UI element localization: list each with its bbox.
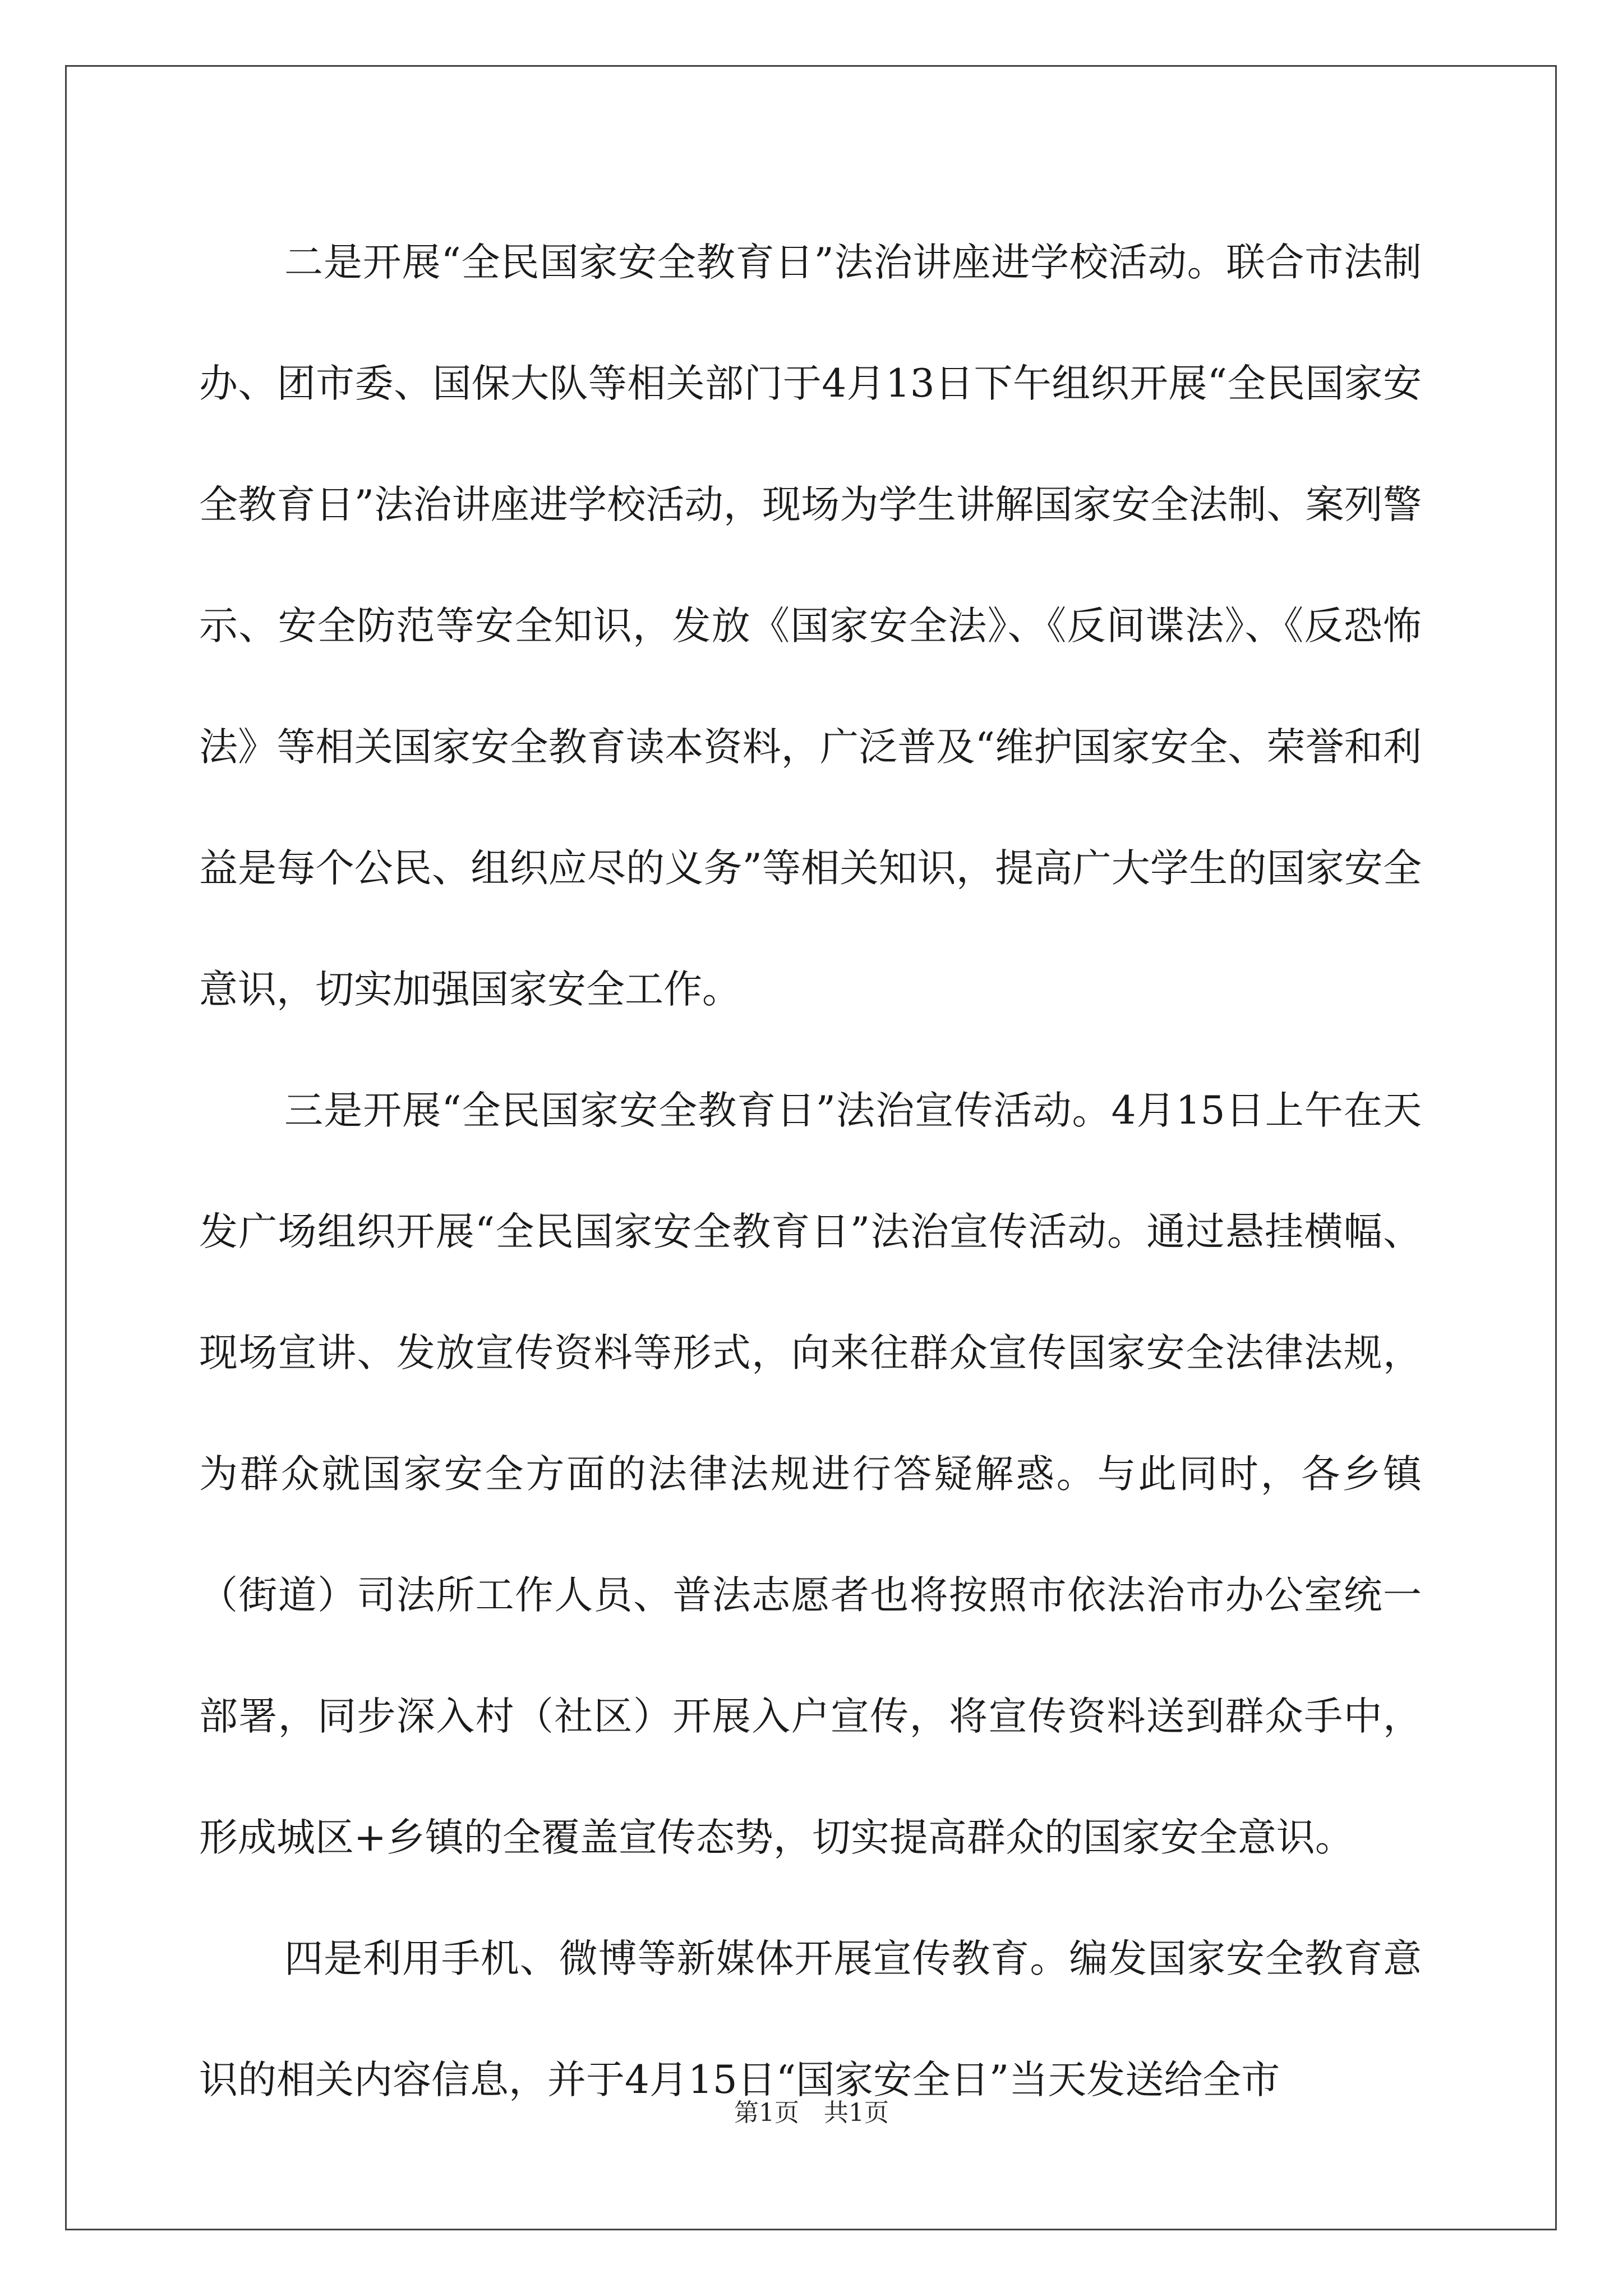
paragraph: 二是开展“全民国家安全教育日”法治讲座进学校活动。联合市法制办、团市委、国保大队等相关部门于4月13日下午组织开展“全民国家安全教育日”法治讲座进学校活动，现场为学生讲解国家安全法制、案列警示、安全防范等安全知识，发放《国家安全法》、《反间谍法》、《反恐怖法》等相关国家安全教育读本资料，广泛普及“维护国家安全、荣誉和利益是每个公民、组织应尽的义务”等相关知识，提高广大学生的国家安全意识，切实加强国家安全工作。 xyxy=(199,240,1422,1012)
document-body xyxy=(199,202,1422,2141)
paragraph: 四是利用手机、微博等新媒体开展宣传教育。编发国家安全教育意识的相关内容信息，并于4月15日“国家安全日”当天发送给全市 xyxy=(199,1936,1422,2102)
paragraph: 三是开展“全民国家安全教育日”法治宣传活动。4月15日上午在天发广场组织开展“全民国家安全教育日”法治宣传活动。通过悬挂横幅、现场宣讲、发放宣传资料等形式，向来往群众宣传国家安全法律法规，为群众就国家安全方面的法律法规进行答疑解惑。与此同时，各乡镇（街道）司法所工作人员、普法志愿者也将按照市依法治市办公室统一部署，同步深入村（社区）开展入户宣传，将宣传资料送到群众手中，形成城区+乡镇的全覆盖宣传态势，切实提高群众的国家安全意识。 xyxy=(199,1088,1422,1860)
page-footer: 第1页 共1页 xyxy=(734,2099,889,2127)
